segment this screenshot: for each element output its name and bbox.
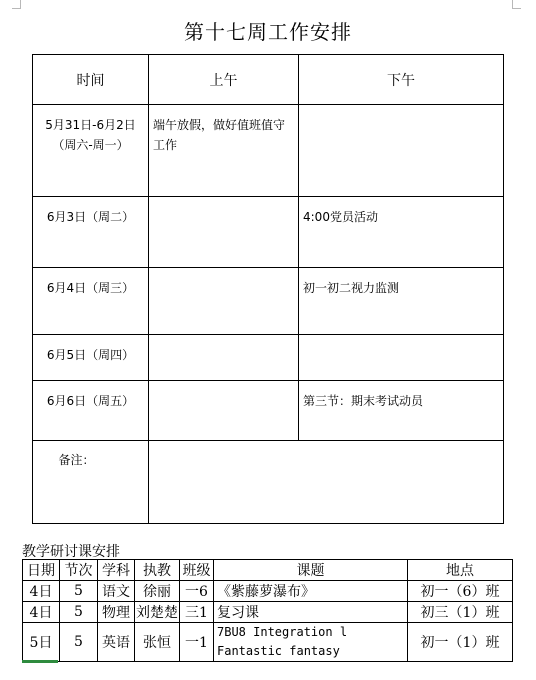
note-row (33, 441, 504, 524)
schedule-header-row (23, 560, 513, 581)
afternoon-text (299, 105, 503, 115)
afternoon-text: 第三节：期末考试动员 (303, 394, 424, 408)
research-lesson-table (22, 559, 513, 662)
header-time: 时间 (33, 55, 149, 105)
teacher-cell: 张恒 (135, 623, 180, 662)
topic-cell: 《紫藤萝瀑布》 (214, 581, 408, 602)
afternoon-cell[interactable] (299, 268, 504, 335)
table-row (33, 381, 504, 441)
teacher-cell: 刘楚楚 (135, 602, 180, 623)
afternoon-cell[interactable] (299, 381, 504, 441)
date-cell: 6月4日（周三） (33, 268, 149, 335)
place-cell: 初一（1）班 (408, 623, 513, 662)
morning-text (149, 335, 298, 345)
period-cell: 5 (60, 623, 98, 662)
table-row (23, 581, 513, 602)
date-cell: 4日 (23, 581, 60, 602)
topic-cell (214, 623, 408, 662)
header-teacher: 执教 (135, 560, 180, 581)
table-row (33, 105, 504, 197)
date-cell: 6月3日（周二） (33, 197, 149, 268)
afternoon-text: 4:00党员活动 (303, 210, 378, 224)
subject-cell: 英语 (98, 623, 135, 662)
table-row (23, 623, 513, 662)
date-cell: 6月6日（周五） (33, 381, 149, 441)
period-cell: 5 (60, 581, 98, 602)
date-cell: 6月5日（周四） (33, 335, 149, 381)
subject-cell: 物理 (98, 602, 135, 623)
header-period: 节次 (60, 560, 98, 581)
afternoon-cell[interactable] (299, 335, 504, 381)
class-cell: 三1 (180, 602, 214, 623)
date-weekday-text: （周六-周一） (52, 138, 129, 152)
afternoon-cell[interactable] (299, 197, 504, 268)
morning-text: 端午放假，做好值班值守工作 (153, 118, 286, 152)
table-row (33, 335, 504, 381)
morning-cell[interactable] (149, 105, 299, 197)
header-subject: 学科 (98, 560, 135, 581)
morning-cell[interactable] (149, 197, 299, 268)
page-corner-mark (512, 0, 521, 9)
morning-cell[interactable] (149, 268, 299, 335)
note-label: 备注： (58, 453, 95, 467)
header-topic: 课题 (214, 560, 408, 581)
afternoon-cell[interactable] (299, 105, 504, 197)
date-cell: 5日 (23, 623, 60, 662)
topic-line: 7BU8 Integration l (217, 625, 348, 639)
page-title: 第十七周工作安排 (184, 20, 352, 44)
morning-text (149, 381, 298, 391)
note-content-cell[interactable] (149, 441, 504, 524)
teacher-cell: 徐丽 (135, 581, 180, 602)
header-afternoon: 下午 (299, 55, 504, 105)
table-row (33, 268, 504, 335)
subject-cell: 语文 (98, 581, 135, 602)
date-text: 5月31日-6月2日 (45, 118, 136, 132)
research-lesson-title: 教学研讨课安排 (22, 544, 120, 560)
table-header-row (33, 55, 504, 105)
period-cell: 5 (60, 602, 98, 623)
morning-cell[interactable] (149, 381, 299, 441)
weekly-schedule-table (32, 54, 504, 524)
date-cell: 4日 (23, 602, 60, 623)
morning-text (149, 197, 298, 207)
class-cell: 一6 (180, 581, 214, 602)
afternoon-text: 初一初二视力监测 (303, 281, 400, 295)
afternoon-text (299, 335, 503, 345)
morning-text (149, 268, 298, 278)
table-row (33, 197, 504, 268)
topic-line: Fantastic fantasy (217, 644, 340, 658)
header-morning: 上午 (149, 55, 299, 105)
header-class: 班级 (180, 560, 214, 581)
note-label-cell (33, 441, 149, 524)
topic-cell: 复习课 (214, 602, 408, 623)
morning-cell[interactable] (149, 335, 299, 381)
date-cell (33, 105, 149, 197)
page-corner-mark (12, 0, 21, 9)
table-row (23, 602, 513, 623)
header-date: 日期 (23, 560, 60, 581)
place-cell: 初三（1）班 (408, 602, 513, 623)
place-cell: 初一（6）班 (408, 581, 513, 602)
header-place: 地点 (408, 560, 513, 581)
cell-selection-indicator (22, 660, 58, 663)
class-cell: 一1 (180, 623, 214, 662)
